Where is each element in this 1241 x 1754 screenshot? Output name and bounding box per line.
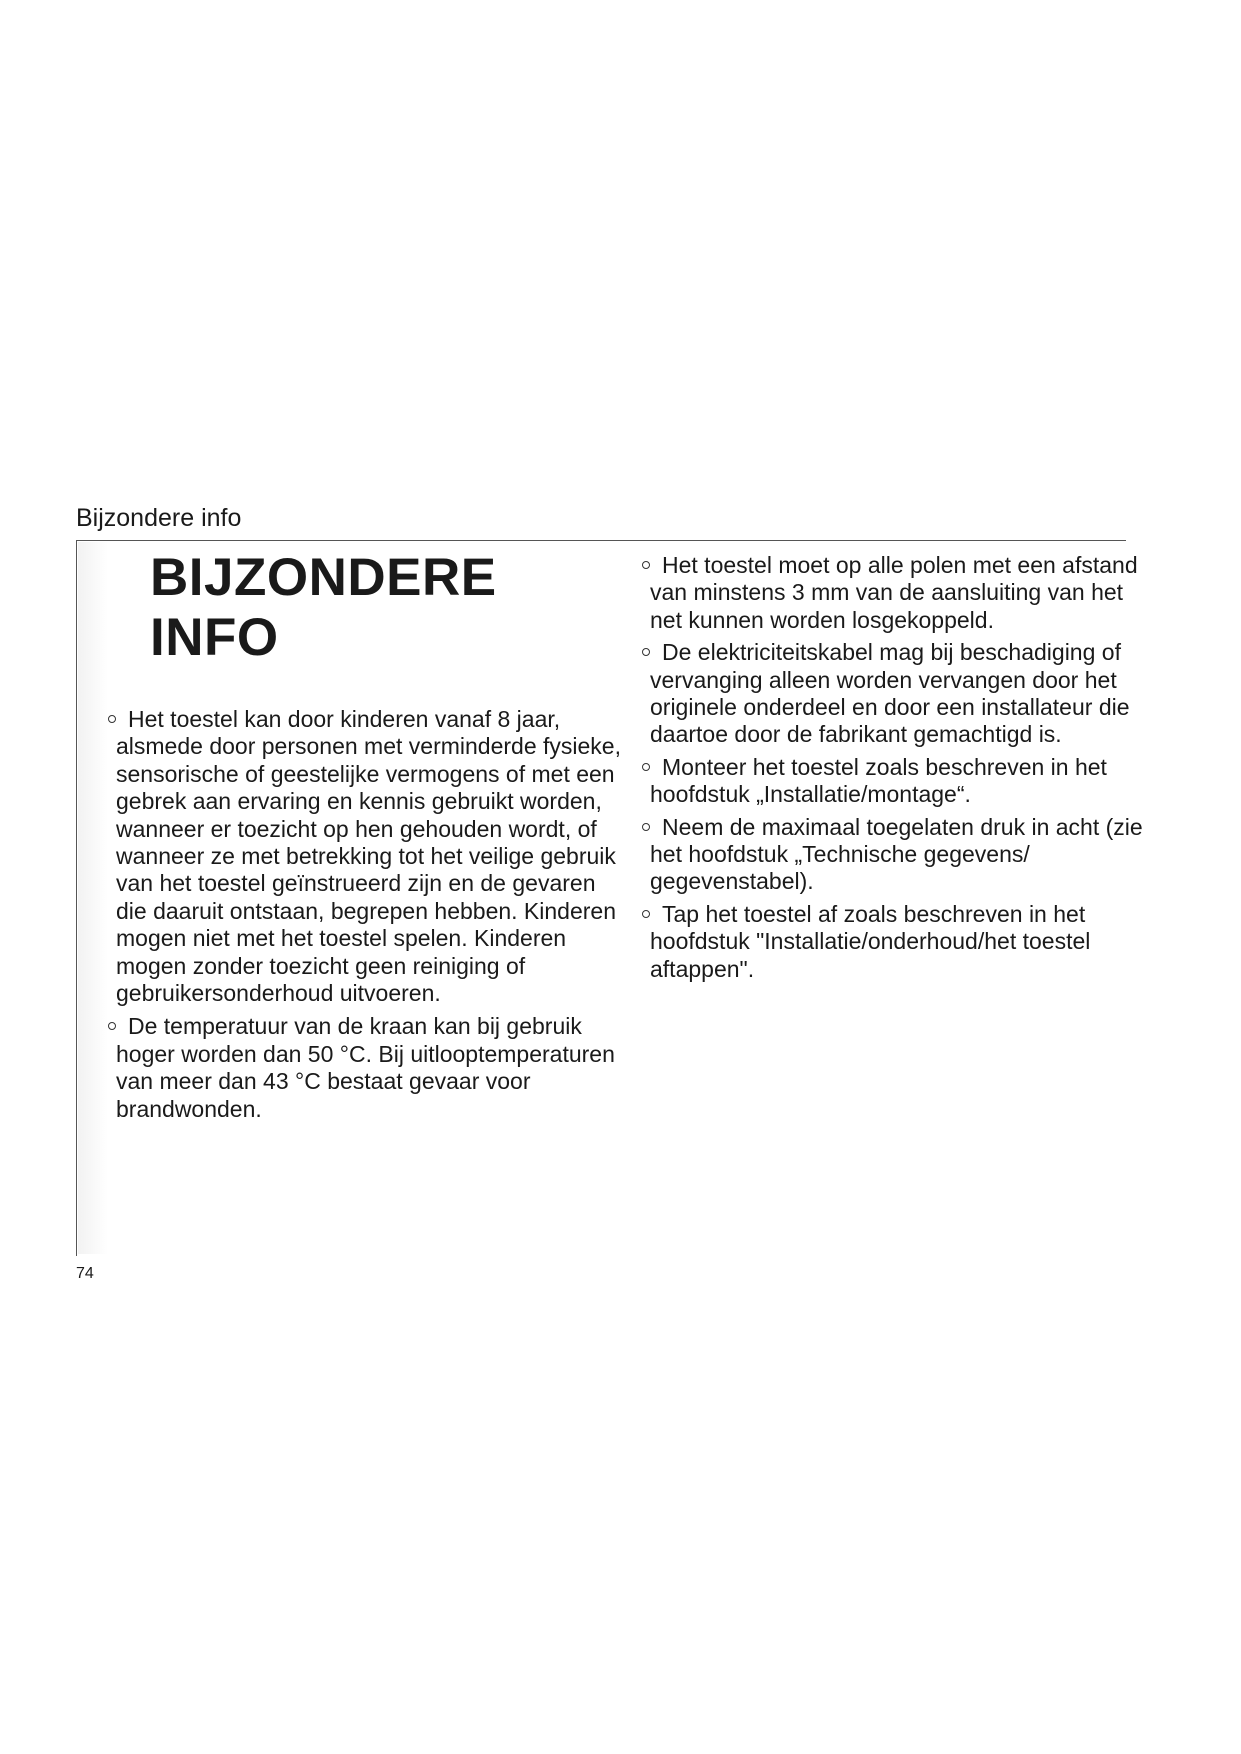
list-item <box>108 706 628 1007</box>
bullet-icon <box>642 910 650 918</box>
list-item <box>642 901 1152 983</box>
page-title-line-2: INFO <box>150 608 279 667</box>
left-margin-rule <box>76 540 77 1256</box>
bullet-icon <box>642 561 650 569</box>
list-item-text: De temperatuur van de kraan kan bij gebruik hoger worden dan 50 °C. Bij uitlooptemperaturen van meer dan 43 °C bestaat gevaar voor brandwonden. <box>116 1013 615 1122</box>
list-item-text: Tap het toestel af zoals beschreven in het hoofdstuk "Installatie/onderhoud/het toestel aftappen". <box>650 900 1091 982</box>
right-column-list <box>642 552 1152 988</box>
header-divider <box>76 540 1126 541</box>
bullet-icon <box>108 1022 116 1030</box>
list-item <box>642 552 1152 634</box>
list-item <box>642 639 1152 749</box>
bullet-icon <box>642 763 650 771</box>
list-item-text: Neem de maximaal toegelaten druk in acht (zie het hoofdstuk „Technische gegevens/ gegevenstabel). <box>650 813 1143 895</box>
list-item-text: Het toestel kan door kinderen vanaf 8 jaar, alsmede door personen met verminderde fysieke, sensorische of geestelijke vermogens of met een gebrek aan ervaring en kennis gebruikt worden, wanneer er toezicht op hen gehouden wordt, of wanneer ze met betrekking tot het veilige gebruik van het toestel geïnstrueerd zijn en de gevaren die daaruit ontstaan, begrepen hebben. Kinderen mogen niet met het toestel spelen. Kinderen mogen zonder toezicht geen reiniging of gebruikersonderhoud uitvoeren. <box>116 706 621 1007</box>
list-item <box>108 1013 628 1123</box>
bullet-icon <box>642 648 650 656</box>
list-item-text: Monteer het toestel zoals beschreven in het hoofdstuk „Installatie/montage“. <box>650 753 1107 808</box>
left-margin-shade <box>78 542 108 1254</box>
left-column-list <box>108 706 628 1129</box>
list-item <box>642 754 1152 809</box>
page-number: 74 <box>76 1265 94 1282</box>
section-header-label: Bijzondere info <box>76 504 242 532</box>
page-title-line-1: BIJZONDERE <box>150 548 497 607</box>
bullet-icon <box>642 823 650 831</box>
bullet-icon <box>108 715 116 723</box>
list-item-text: De elektriciteitskabel mag bij beschadiging of vervanging alleen worden vervangen door het originele onderdeel en door een installateur die daartoe door de fabrikant gemachtigd is. <box>650 639 1130 748</box>
list-item-text: Het toestel moet op alle polen met een afstand van minstens 3 mm van de aansluiting van het net kunnen worden losgekoppeld. <box>650 552 1138 633</box>
list-item <box>642 814 1152 896</box>
page-title <box>150 548 497 668</box>
